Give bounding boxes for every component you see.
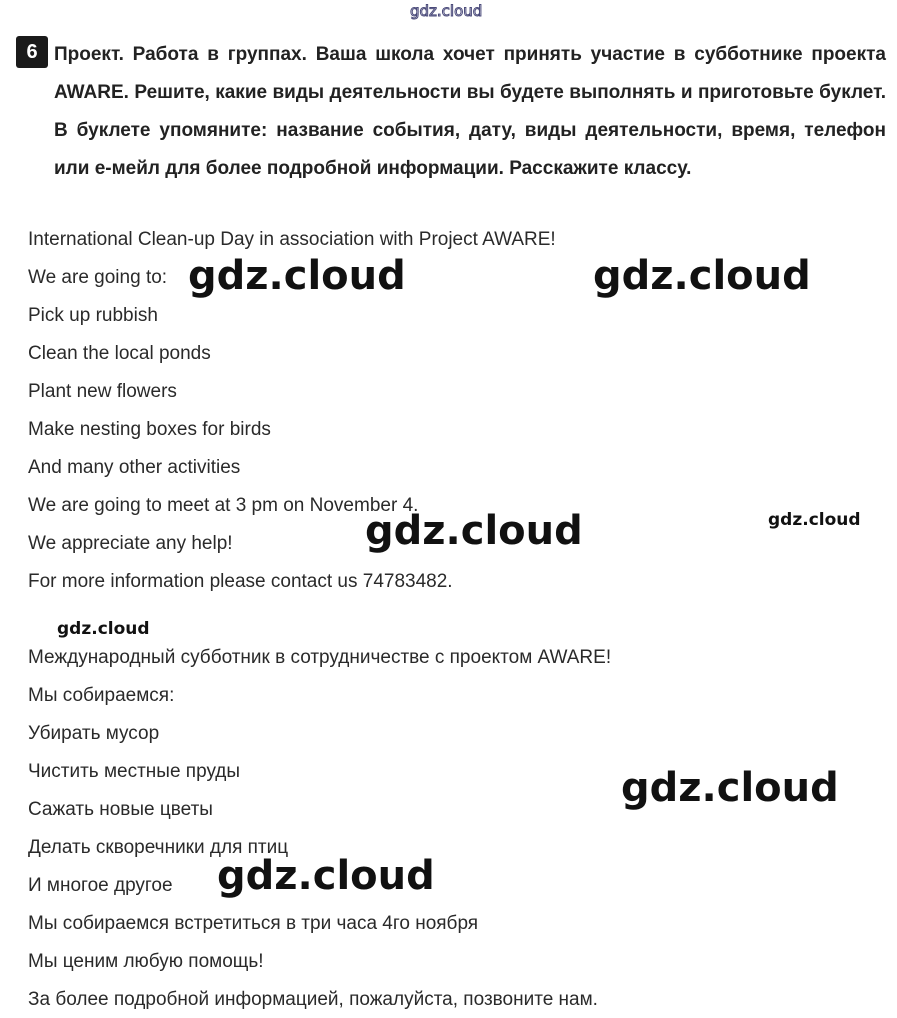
russian-line: Чистить местные пруды [28,761,241,782]
english-line: For more information please contact us 74783482. [28,571,453,592]
watermark: gdz.cloud [365,508,583,554]
english-line: Pick up rubbish [28,305,158,326]
english-line: We are going to meet at 3 pm on November 4. [28,495,419,516]
russian-line: Убирать мусор [28,723,160,744]
english-line: And many other activities [28,457,241,478]
russian-line: Международный субботник в сотрудничестве с проектом AWARE! [28,647,612,668]
russian-line: Мы собираемся: [28,685,175,706]
russian-line: Сажать новые цветы [28,799,213,820]
watermark: gdz.cloud [768,510,861,530]
english-line: Plant new flowers [28,381,177,402]
english-line: International Clean-up Day in association with Project AWARE! [28,229,556,250]
english-line: We appreciate any help! [28,533,233,554]
english-line: We are going to: [28,267,168,288]
russian-line: Мы собираемся встретиться в три часа 4го ноября [28,913,479,934]
russian-line: За более подробной информацией, пожалуйста, позвоните нам. [28,989,598,1010]
english-line: Clean the local ponds [28,343,211,364]
watermark-top: gdz.cloud [410,2,483,20]
watermark: gdz.cloud [621,765,839,811]
russian-line: Делать скворечники для птиц [28,837,289,858]
english-line: Make nesting boxes for birds [28,419,271,440]
task-number-badge: 6 [16,36,48,68]
russian-line: И многое другое [28,875,173,896]
task-instructions: Проект. Работа в группах. Ваша школа хочет принять участие в субботнике проекта AWARE. Решите, какие виды деятельности вы будете выполнять и приготовьте буклет. В буклете упомяните: название события, дату, виды деятельности, время, телефон или е-мейл для более подробной информации. Расскажите классу. [54,44,886,179]
watermark: gdz.cloud [57,619,150,639]
watermark: gdz.cloud [593,253,811,299]
watermark: gdz.cloud [188,253,406,299]
watermark: gdz.cloud [217,853,435,899]
russian-line: Мы ценим любую помощь! [28,951,264,972]
